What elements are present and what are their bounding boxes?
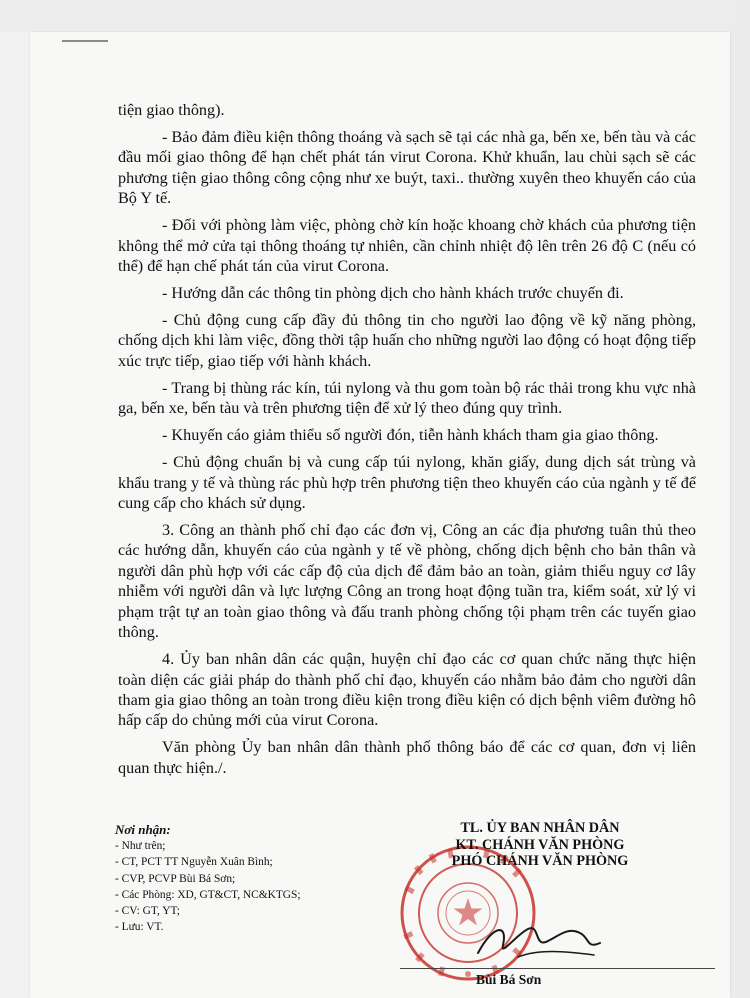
signature-title-line: TL. ỦY BAN NHÂN DÂN xyxy=(460,820,620,836)
signer-name: Bùi Bá Sơn xyxy=(476,972,542,987)
recipient-item: - Các Phòng: XD, GT&CT, NC&KTGS; xyxy=(115,888,301,901)
recipients-list xyxy=(115,822,395,936)
paragraph: - Đối với phòng làm việc, phòng chờ kín hoặc khoang chờ khách của phương tiện không thể mở cửa tại thông thoáng tự nhiên, cần chỉnh nhiệt độ lên trên 26 độ C (nếu có thể) để hạn chế phát tán của virut Corona. xyxy=(118,216,696,276)
header-rule xyxy=(62,40,108,42)
paragraph: tiện giao thông). xyxy=(118,101,225,119)
recipients-heading: Nơi nhận: xyxy=(115,822,171,837)
signature-block xyxy=(420,820,660,870)
paragraph: 4. Ủy ban nhân dân các quận, huyện chỉ đạo các cơ quan chức năng thực hiện toàn diện các giải pháp do thành phố chỉ đạo, khuyến cáo nhằm bảo đảm cho người dân tham gia giao thông an toàn trong điều kiện trong điều kiện có dịch bệnh viêm đường hô hấp cấp do chủng mới của virut Corona. xyxy=(118,650,696,730)
signature-underline xyxy=(400,968,715,969)
paragraph: - Khuyến cáo giảm thiểu số người đón, tiễn hành khách tham gia giao thông. xyxy=(162,426,659,445)
signature-title-line: KT. CHÁNH VĂN PHÒNG xyxy=(455,836,625,853)
handwritten-signature-icon xyxy=(468,915,608,965)
paragraph: - Chủ động chuẩn bị và cung cấp túi nylong, khăn giấy, dung dịch sát trùng và khẩu trang y tế và thùng rác phù hợp trên phương tiện theo khuyến cáo của ngành y tế để cung cấp cho khách sử dụng. xyxy=(118,453,696,513)
paragraph: - Chủ động cung cấp đầy đủ thông tin cho người lao động về kỹ năng phòng, chống dịch khi làm việc, đồng thời tập huấn cho những người lao động có hoạt động tiếp xúc trực tiếp, giao tiếp với hành khách. xyxy=(118,311,696,370)
paragraph: - Trang bị thùng rác kín, túi nylong và thu gom toàn bộ rác thải trong khu vực nhà ga, bến xe, bến tàu và trên phương tiện để xử lý theo đúng quy trình. xyxy=(118,378,696,418)
top-bar xyxy=(0,0,750,32)
recipient-item: - CVP, PCVP Bùi Bá Sơn; xyxy=(115,872,236,885)
recipient-item: - CV: GT, YT; xyxy=(115,905,180,918)
paragraph: - Hướng dẫn các thông tin phòng dịch cho hành khách trước chuyến đi. xyxy=(162,284,624,303)
recipient-item: - Như trên; xyxy=(115,840,166,852)
signature-title-line: PHÓ CHÁNH VĂN PHÒNG xyxy=(451,853,629,869)
recipient-item: - CT, PCT TT Nguyễn Xuân Bình; xyxy=(115,856,273,869)
recipient-item: - Lưu: VT. xyxy=(115,921,164,934)
paragraph: Văn phòng Ủy ban nhân dân thành phố thông báo để các cơ quan, đơn vị liên quan thực hiện./. xyxy=(118,738,696,777)
paragraph: - Bảo đảm điều kiện thông thoáng và sạch sẽ tại các nhà ga, bến xe, bến tàu và các đầu mối giao thông để hạn chết phát tán virut Corona. Khử khuẩn, lau chùi sạch sẽ các phương tiện giao thông công cộng như xe buýt, taxi.. thường xuyên theo khuyến cáo của Bộ Y tế. xyxy=(118,128,696,208)
right-frame xyxy=(730,0,750,998)
paragraph: 3. Công an thành phố chỉ đạo các đơn vị, Công an các địa phương tuân thủ theo các hướng dẫn, khuyến cáo của ngành y tế về phòng, chống dịch bệnh cho bản thân và người dân phù hợp với các cấp độ của dịch để đảm bảo an toàn, giảm thiểu nguy cơ lây nhiễm với người dân và lực lượng Công an trong hoạt động tuần tra, kiểm soát, xử lý vi phạm trật tự an toàn giao thông và đấu tranh phòng chống tội phạm trên các tuyến giao thông. xyxy=(118,521,696,642)
document-body xyxy=(118,100,696,785)
